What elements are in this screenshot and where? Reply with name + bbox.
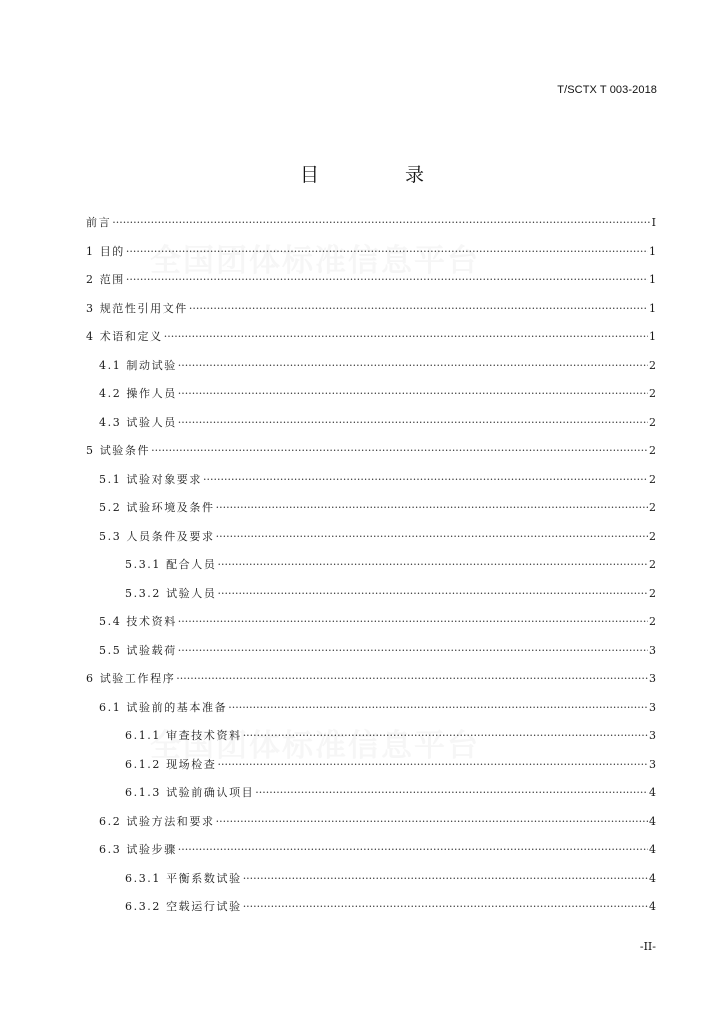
toc-leader-dots — [243, 900, 648, 913]
toc-entry-title: 前言 — [86, 216, 112, 229]
toc-leader-dots — [178, 615, 648, 628]
toc-entry-page: 3 — [649, 757, 656, 771]
toc-entry-title: 5.2 试验环境及条件 — [99, 501, 215, 514]
toc-entry-title: 5.3 人员条件及要求 — [99, 529, 215, 543]
page-title: 目 录 — [299, 164, 465, 186]
toc-leader-dots — [218, 558, 649, 571]
toc-entry[interactable] — [86, 841, 656, 870]
toc-entry-page: 2 — [649, 444, 656, 457]
toc-leader-dots — [216, 501, 648, 514]
toc-entry-title: 3 规范性引用文件 — [86, 301, 188, 315]
toc-leader-dots — [178, 387, 648, 400]
toc-entry-title: 2 范围 — [86, 273, 125, 286]
page-number: -II- — [639, 940, 656, 953]
toc-entry-title: 6.1 试验前的基本准备 — [99, 700, 228, 714]
toc-entry-title: 6 试验工作程序 — [86, 672, 176, 685]
toc-entry[interactable] — [86, 585, 656, 614]
toc-leader-dots — [228, 701, 648, 714]
toc-leader-dots — [218, 758, 649, 771]
document-code: T/SCTX T 003-2018 — [557, 84, 657, 96]
toc-entry-page: 2 — [649, 472, 656, 486]
toc-entry-page: 1 — [649, 301, 656, 315]
toc-leader-dots — [151, 444, 648, 457]
toc-entry-page: 2 — [649, 558, 656, 571]
toc-entry[interactable] — [86, 813, 656, 842]
toc-leader-dots — [178, 843, 648, 856]
toc-entry[interactable] — [86, 328, 656, 357]
toc-entry[interactable] — [86, 499, 656, 528]
toc-entry-page: 2 — [649, 615, 656, 628]
toc-entry[interactable] — [86, 385, 656, 414]
toc-leader-dots — [164, 330, 648, 343]
table-of-contents — [86, 214, 656, 927]
toc-entry[interactable] — [86, 784, 656, 813]
toc-entry[interactable] — [86, 556, 656, 585]
toc-entry[interactable] — [86, 870, 656, 899]
toc-entry[interactable] — [86, 613, 656, 642]
toc-entry-title: 4.2 操作人员 — [99, 387, 177, 400]
toc-entry[interactable] — [86, 642, 656, 671]
toc-entry-page: 4 — [649, 900, 656, 913]
toc-leader-dots — [178, 416, 648, 429]
toc-entry-title: 5.5 试验载荷 — [99, 643, 177, 657]
toc-entry-page: 2 — [649, 415, 656, 429]
toc-leader-dots — [216, 815, 648, 828]
toc-entry[interactable] — [86, 243, 656, 272]
toc-leader-dots — [126, 245, 648, 258]
toc-entry-page: 3 — [649, 700, 656, 714]
toc-entry-title: 6.3 试验步骤 — [99, 843, 177, 856]
toc-entry[interactable] — [86, 414, 656, 443]
toc-leader-dots — [189, 302, 648, 315]
toc-entry-title: 4 术语和定义 — [86, 330, 163, 343]
toc-entry-page: 3 — [649, 729, 656, 742]
toc-entry-title: 6.2 试验方法和要求 — [99, 814, 215, 828]
toc-entry-title: 5.4 技术资料 — [99, 615, 177, 628]
toc-entry-title: 4.3 试验人员 — [99, 415, 177, 429]
toc-entry-page: 2 — [649, 586, 656, 600]
toc-leader-dots — [255, 786, 648, 799]
toc-leader-dots — [126, 273, 648, 286]
toc-entry-page: 3 — [649, 672, 656, 685]
toc-entry[interactable] — [86, 357, 656, 386]
toc-entry-title: 4.1 制动试验 — [99, 358, 177, 372]
toc-entry[interactable] — [86, 300, 656, 329]
toc-entry-title: 5 试验条件 — [86, 444, 151, 457]
toc-entry-page: 4 — [649, 843, 656, 856]
toc-leader-dots — [243, 872, 648, 885]
toc-entry[interactable] — [86, 442, 656, 471]
toc-entry-title: 6.1.3 试验前确认项目 — [125, 786, 255, 799]
toc-entry-title: 6.3.1 平衡系数试验 — [125, 871, 242, 885]
toc-entry[interactable] — [86, 471, 656, 500]
toc-entry-page: 1 — [649, 244, 656, 258]
toc-leader-dots — [176, 672, 648, 685]
toc-entry-title: 6.1.1 审查技术资料 — [125, 729, 242, 742]
toc-entry[interactable] — [86, 727, 656, 756]
toc-entry-page: 4 — [649, 786, 656, 799]
toc-entry-page: 4 — [649, 871, 656, 885]
toc-entry[interactable] — [86, 670, 656, 699]
toc-leader-dots — [216, 530, 648, 543]
toc-entry-page: I — [651, 216, 656, 229]
toc-entry-page: 1 — [649, 273, 656, 286]
toc-entry-title: 5.3.1 配合人员 — [125, 558, 217, 571]
toc-entry-title: 6.1.2 现场检查 — [125, 757, 217, 771]
toc-entry-title: 1 目的 — [86, 244, 125, 258]
toc-entry-page: 3 — [649, 643, 656, 657]
toc-entry[interactable] — [86, 214, 656, 243]
toc-entry[interactable] — [86, 271, 656, 300]
toc-entry-title: 5.1 试验对象要求 — [99, 472, 202, 486]
toc-entry-page: 2 — [649, 358, 656, 372]
toc-leader-dots — [243, 729, 648, 742]
toc-entry[interactable] — [86, 898, 656, 927]
toc-entry-page: 4 — [649, 814, 656, 828]
toc-leader-dots — [178, 644, 648, 657]
toc-entry-page: 2 — [649, 387, 656, 400]
toc-entry-title: 6.3.2 空载运行试验 — [125, 900, 242, 913]
toc-entry-title: 5.3.2 试验人员 — [125, 586, 217, 600]
toc-entry[interactable] — [86, 699, 656, 728]
toc-leader-dots — [203, 473, 648, 486]
toc-entry-page: 2 — [649, 501, 656, 514]
toc-leader-dots — [112, 216, 650, 229]
toc-entry[interactable] — [86, 756, 656, 785]
toc-leader-dots — [218, 587, 649, 600]
toc-entry-page: 2 — [649, 529, 656, 543]
toc-entry-page: 1 — [649, 330, 656, 343]
toc-entry[interactable] — [86, 528, 656, 557]
toc-leader-dots — [178, 359, 648, 372]
